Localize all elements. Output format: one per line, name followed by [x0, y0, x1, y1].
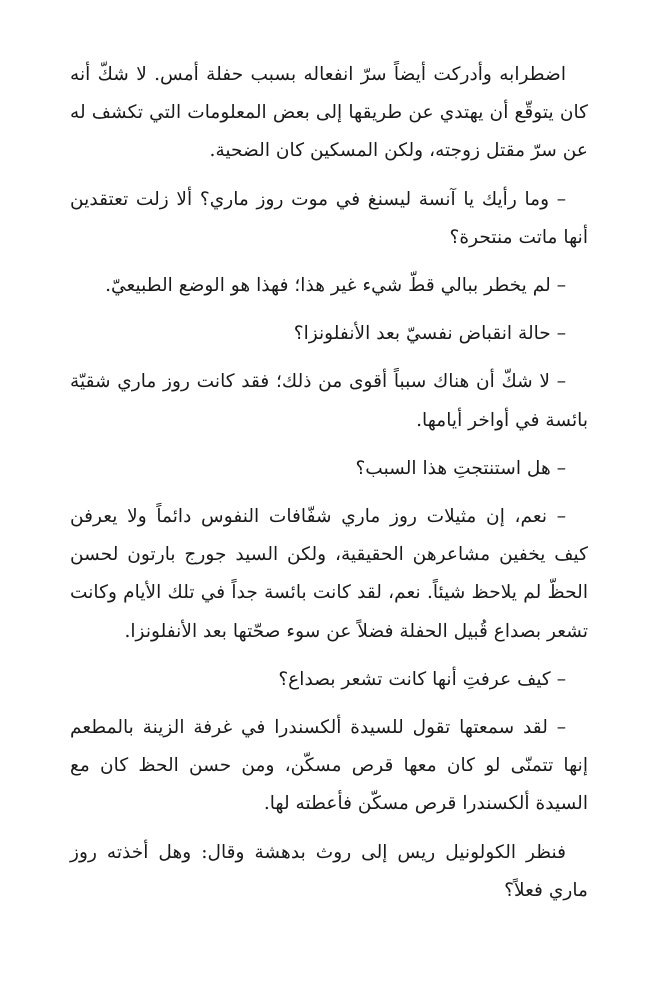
- paragraph-dialogue-influenza: – حالة انقباض نفسيّ بعد الأنفلونزا؟: [293, 323, 566, 345]
- book-page-text: [70, 56, 588, 920]
- paragraph-dialogue-answer-natural: – لم يخطر ببالي قطّ شيء غير هذا؛ فهذا هو الوضع الطبيعيّ.: [105, 275, 566, 297]
- paragraph-dialogue-long-answer: – نعم، إن مثيلات روز ماري شفّافات النفوس دائماً ولا يعرفن كيف يخفين مشاعرهن الحقيقية، ولكن السيد جورج بارتون لحسن الحظّ لم يلاحظ شيئاً. نعم، لقد كانت بائسة جداً في تلك الأيام وكانت تشعر بصداع قُبيل الحفلة فضلاً عن سوء صحّتها بعد الأنفلونزا.: [70, 506, 588, 642]
- paragraph-dialogue-question-suicide: – وما رأيك يا آنسة ليسنغ في موت روز ماري؟ ألا زلت تعتقدين أنها ماتت منتحرة؟: [70, 188, 588, 248]
- paragraph-dialogue-headache-answer: – لقد سمعتها تقول للسيدة ألكسندرا في غرفة الزينة بالمطعم إنها تتمنّى لو كان معها قرص مسكّن، ومن حسن الحظ كان مع السيدة ألكسندرا قرص مسكّن فأعطته لها.: [70, 717, 588, 815]
- paragraph-dialogue-stronger-reason: – لا شكّ أن هناك سبباً أقوى من ذلك؛ فقد كانت روز ماري شقيّة بائسة في أواخر أيامها.: [70, 371, 588, 431]
- paragraph-narration-1: اضطرابه وأدركت أيضاً سرّ انفعاله بسبب حفلة أمس. لا شكّ أنه كان يتوقّع أن يهتدي عن طريقها إلى بعض المعلومات التي تكشف له عن سرّ مقتل زوجته، ولكن المسكين كان الضحية.: [70, 64, 588, 162]
- paragraph-narration-2: فنظر الكولونيل ريس إلى روث بدهشة وقال: وهل أخذته روز ماري فعلاً؟: [70, 841, 588, 901]
- paragraph-dialogue-reason-question: – هل استنتجتِ هذا السبب؟: [355, 457, 566, 479]
- paragraph-dialogue-headache-question: – كيف عرفتِ أنها كانت تشعر بصداع؟: [278, 668, 566, 690]
